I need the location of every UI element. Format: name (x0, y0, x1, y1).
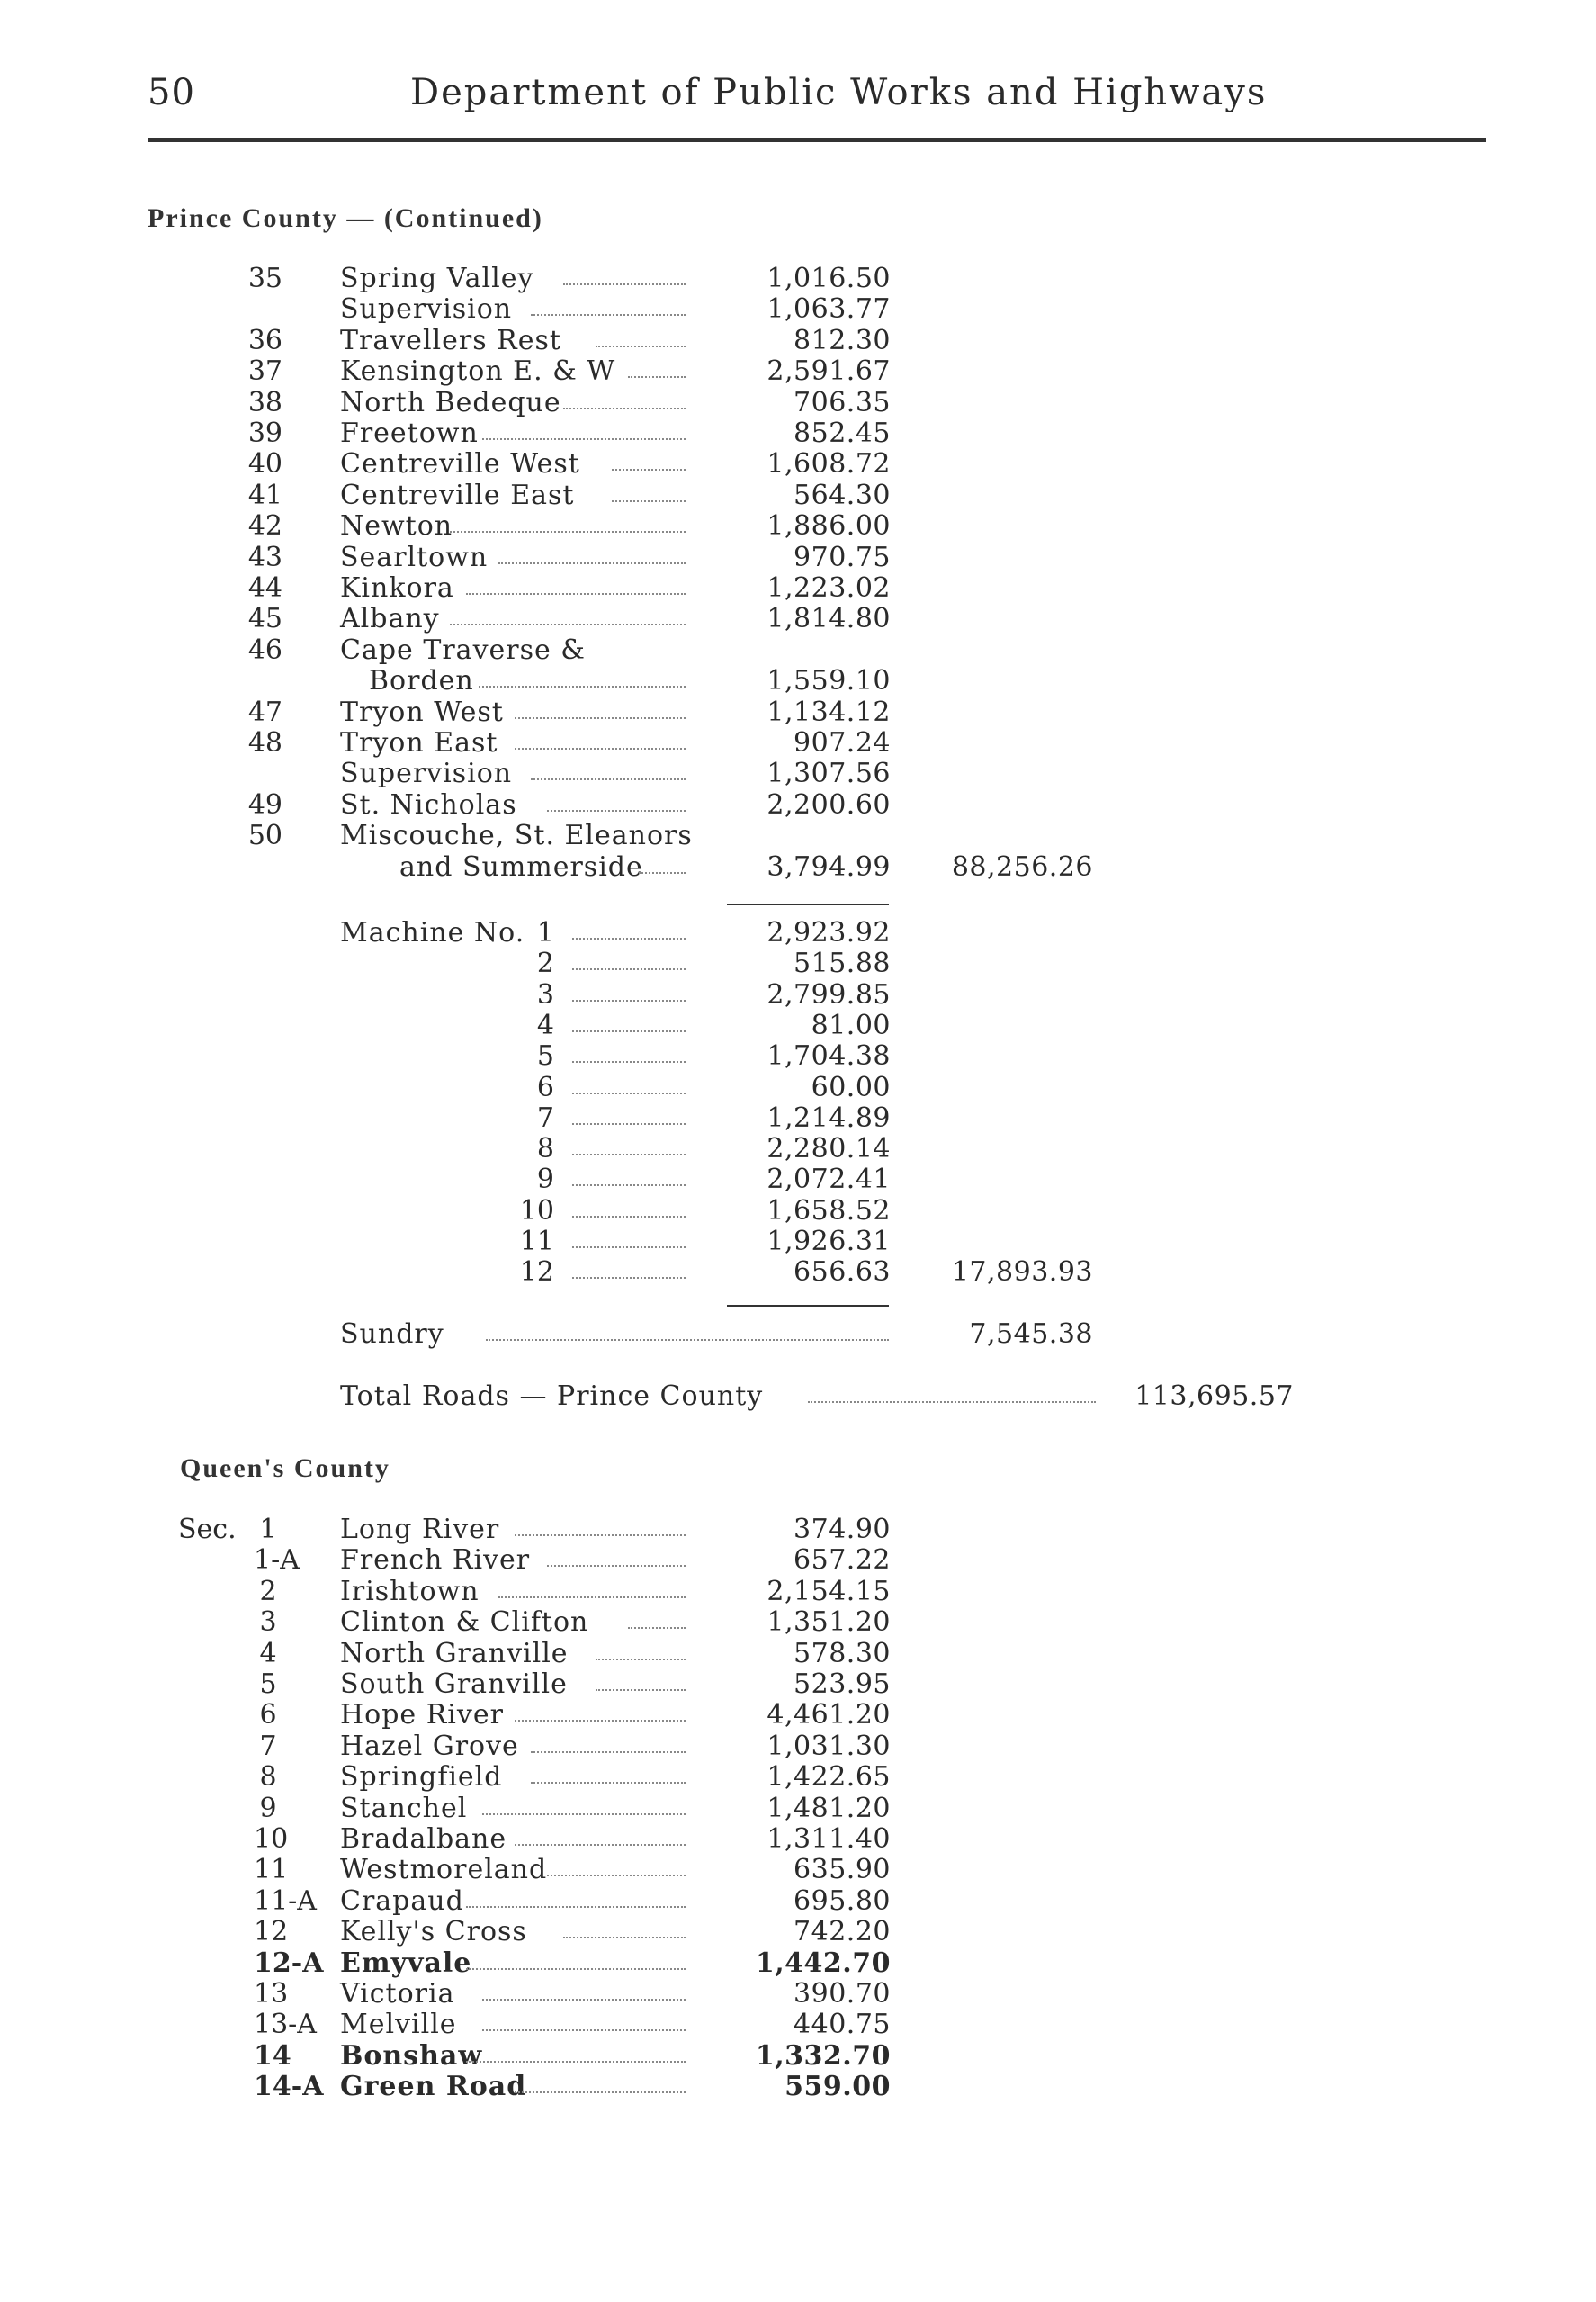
section-number: 47 (247, 696, 282, 728)
section-amount: 812.30 (794, 324, 891, 356)
section-number: 44 (247, 572, 282, 604)
leader-dots (482, 2010, 686, 2031)
leader-dots (563, 388, 686, 409)
machine-amount: 1,214.89 (767, 1102, 891, 1134)
sections-subtotal: 88,256.26 (951, 850, 1093, 883)
section-number: 3 (259, 1606, 277, 1639)
leader-dots (515, 1700, 686, 1722)
table-row (0, 1886, 1596, 1917)
leader-dots (572, 1134, 686, 1155)
table-row (0, 294, 1596, 325)
leader-dots (482, 418, 686, 440)
section-number: 7 (259, 1730, 277, 1762)
leader-dots (572, 918, 686, 940)
leader-dots (572, 1164, 686, 1186)
machine-amount: 656.63 (794, 1256, 891, 1289)
section-amount: 742.20 (794, 1916, 891, 1948)
section-amount: 1,351.20 (767, 1606, 891, 1639)
table-row (0, 511, 1596, 542)
section-amount: 2,200.60 (767, 788, 891, 821)
leader-dots (486, 1319, 889, 1341)
machine-number: 8 (536, 1133, 554, 1165)
section-name: North Bedeque (340, 386, 561, 418)
section-amount: 374.90 (794, 1514, 891, 1545)
table-row (0, 543, 1596, 573)
machine-number: 4 (536, 1009, 554, 1041)
leader-dots (639, 852, 686, 874)
section-number: 46 (247, 634, 282, 666)
table-row (0, 918, 1596, 949)
section-name: Hope River (340, 1699, 504, 1731)
section-name: Springfield (340, 1761, 503, 1794)
machine-amount: 515.88 (794, 948, 891, 980)
machine-number: 2 (536, 948, 554, 980)
machine-amount: 1,658.52 (767, 1194, 891, 1227)
table-row (0, 1545, 1596, 1576)
section-amount: 1,063.77 (767, 293, 891, 326)
table-row (0, 1855, 1596, 1885)
section-number: 14 (254, 2039, 291, 2072)
section-name: Clinton & Clifton (340, 1606, 589, 1639)
section-number: 41 (247, 479, 282, 511)
section-amount: 1,886.00 (767, 510, 891, 543)
header-rule (148, 138, 1486, 142)
section-amount: 1,559.10 (767, 665, 891, 697)
section-amount: 1,223.02 (767, 572, 891, 604)
leader-dots (572, 1011, 686, 1032)
machines-subtotal: 17,893.93 (951, 1256, 1093, 1289)
table-row (0, 1669, 1596, 1700)
leader-dots (572, 980, 686, 1002)
section-name: Spring Valley (340, 263, 534, 294)
section-name: Green Road (340, 2071, 527, 2103)
table-row (0, 1824, 1596, 1855)
section-amount: 635.90 (794, 1854, 891, 1886)
table-row (0, 2072, 1596, 2102)
page-title: Department of Public Works and Highways (410, 72, 1268, 113)
table-row (0, 1577, 1596, 1607)
sundry-label: Sundry (340, 1318, 444, 1350)
section-number: 50 (247, 820, 282, 852)
table-row (0, 759, 1596, 789)
table-row (0, 1196, 1596, 1227)
machine-amount: 60.00 (811, 1071, 891, 1103)
section-amount: 907.24 (794, 727, 891, 759)
leader-dots (450, 511, 686, 533)
leader-dots (450, 604, 686, 625)
section-number: 12-A (254, 1947, 324, 1979)
section-number: 5 (259, 1668, 277, 1700)
leader-dots (498, 543, 686, 564)
section-name: Stanchel (340, 1792, 468, 1824)
table-row (0, 666, 1596, 697)
leader-dots (596, 1669, 686, 1691)
machine-amount: 2,923.92 (767, 917, 891, 949)
section-amount: 1,422.65 (767, 1761, 891, 1794)
section-number: 11 (254, 1854, 289, 1886)
leader-dots (498, 1577, 686, 1598)
section-amount: 1,814.80 (767, 603, 891, 635)
section-name: Irishtown (340, 1575, 480, 1607)
section-amount: 1,031.30 (767, 1730, 891, 1762)
section-number: 9 (259, 1792, 277, 1824)
section-name: Albany (340, 603, 440, 635)
section-amount: 523.95 (794, 1668, 891, 1700)
table-row (0, 1731, 1596, 1762)
sundry-row (0, 1319, 1596, 1350)
table-row (0, 418, 1596, 449)
section-amount: 564.30 (794, 479, 891, 511)
leader-dots (563, 1917, 686, 1938)
section-amount: 440.75 (794, 2009, 891, 2041)
machine-amount: 1,926.31 (767, 1226, 891, 1257)
table-row (0, 1948, 1596, 1979)
leader-dots (531, 1731, 686, 1753)
machine-number: 11 (519, 1226, 554, 1257)
section-number: 1-A (254, 1544, 300, 1577)
section-number: 35 (247, 263, 282, 294)
table-row (0, 1134, 1596, 1164)
section-amount: 695.80 (794, 1884, 891, 1917)
section-name: Kinkora (340, 572, 454, 604)
section-amount: 559.00 (785, 2071, 891, 2103)
table-row (0, 604, 1596, 634)
table-row (0, 449, 1596, 480)
leader-dots (628, 1607, 686, 1629)
section-name: Victoria (340, 1978, 455, 2010)
section-name: Searltown (340, 541, 489, 573)
table-row (0, 2041, 1596, 2072)
section-name: Tryon West (340, 696, 504, 728)
section-amount: 390.70 (794, 1978, 891, 2010)
section-name: Tryon East (340, 727, 498, 759)
machine-number: 9 (536, 1164, 554, 1196)
table-row (0, 1979, 1596, 2010)
section-number: 43 (247, 541, 282, 573)
section-number: 13-A (254, 2009, 317, 2041)
section-number: 45 (247, 603, 282, 635)
table-row (0, 1257, 1596, 1288)
section-number: 40 (247, 448, 282, 481)
section-amount: 2,591.67 (767, 355, 891, 388)
section-number: 42 (247, 510, 282, 543)
leader-dots (515, 2072, 686, 2093)
section-number: 2 (259, 1575, 277, 1607)
section-amount: 706.35 (794, 386, 891, 418)
leader-dots (572, 1103, 686, 1125)
machine-label: Machine No. (340, 917, 525, 949)
section-name: Miscouche, St. Eleanors (340, 820, 693, 852)
section-amount: 657.22 (794, 1544, 891, 1577)
machine-number: 10 (519, 1194, 554, 1227)
section-amount: 1,442.70 (755, 1947, 891, 1979)
table-row (0, 356, 1596, 387)
section-number: 48 (247, 727, 282, 759)
leader-dots (547, 1855, 686, 1876)
table-row (0, 1227, 1596, 1257)
leader-dots (482, 1794, 686, 1815)
leader-dots (466, 1886, 686, 1908)
leader-dots (547, 1545, 686, 1567)
section-name: Freetown (340, 418, 479, 449)
section-number: 13 (254, 1978, 289, 2010)
section-number: 36 (247, 324, 282, 356)
section-amount: 1,311.40 (767, 1823, 891, 1855)
table-row (0, 264, 1596, 294)
leader-dots (515, 728, 686, 750)
section-name: Westmoreland (340, 1854, 548, 1886)
section-number: 1 (259, 1514, 277, 1545)
total-label: Total Roads — Prince County (340, 1380, 764, 1412)
table-row (0, 980, 1596, 1011)
table-row (0, 573, 1596, 604)
machine-number: 1 (536, 917, 554, 949)
leader-dots (628, 356, 686, 378)
section-name: Centreville West (340, 448, 580, 481)
section-name: Kensington E. & W (340, 355, 616, 388)
machine-number: 3 (536, 978, 554, 1011)
leader-dots (515, 1515, 686, 1536)
section-name: Bonshaw (340, 2039, 483, 2072)
section-number: 12 (254, 1916, 289, 1948)
section-number: 4 (259, 1637, 277, 1669)
section-number: 14-A (254, 2071, 324, 2103)
table-row (0, 1917, 1596, 1947)
machine-amount: 2,799.85 (767, 978, 891, 1011)
leader-dots (531, 1762, 686, 1784)
section-name: Centreville East (340, 479, 575, 511)
table-row (0, 1762, 1596, 1793)
section-number: 38 (247, 386, 282, 418)
section-number: 11-A (254, 1884, 317, 1917)
machine-amount: 2,280.14 (767, 1133, 891, 1165)
section-name: Travellers Rest (340, 324, 561, 356)
section-amount: 3,794.99 (767, 850, 891, 883)
machine-number: 5 (536, 1040, 554, 1073)
table-row (0, 949, 1596, 979)
table-row (0, 635, 1596, 666)
section-name: Supervision (340, 293, 513, 326)
table-row (0, 2010, 1596, 2040)
section-name: North Granville (340, 1637, 569, 1669)
machine-number: 6 (536, 1071, 554, 1103)
subtotal-rule (727, 904, 889, 905)
section-name: Long River (340, 1514, 500, 1545)
table-row (0, 326, 1596, 356)
section-name: Cape Traverse & (340, 634, 587, 666)
section-amount: 2,154.15 (767, 1575, 891, 1607)
leader-dots (572, 1041, 686, 1063)
leader-dots (466, 2041, 686, 2063)
section-name: Supervision (340, 758, 513, 790)
table-row (0, 790, 1596, 821)
machine-number: 7 (536, 1102, 554, 1134)
table-row (0, 1011, 1596, 1041)
section-name: Newton (340, 510, 453, 543)
section-amount: 970.75 (794, 541, 891, 573)
section-amount: 1,481.20 (767, 1792, 891, 1824)
leader-dots (572, 949, 686, 970)
leader-dots (515, 1824, 686, 1846)
total-row (0, 1381, 1596, 1412)
section-name: St. Nicholas (340, 788, 517, 821)
section-name: Kelly's Cross (340, 1916, 527, 1948)
section-amount: 1,608.72 (767, 448, 891, 481)
leader-dots (479, 666, 686, 688)
machine-number: 12 (519, 1256, 554, 1289)
section-name: Hazel Grove (340, 1730, 519, 1762)
section-number: 6 (259, 1699, 277, 1731)
leader-dots (547, 790, 686, 812)
section-name: Melville (340, 2009, 457, 2041)
table-row (0, 1639, 1596, 1669)
section-name: Bradalbane (340, 1823, 507, 1855)
leader-dots (596, 1639, 686, 1660)
queens-county-heading: Queen's County (180, 1453, 390, 1483)
total-amount: 113,695.57 (1134, 1380, 1294, 1412)
leader-dots (563, 264, 686, 285)
leader-dots (572, 1227, 686, 1248)
page-number: 50 (148, 72, 195, 113)
table-row (0, 1607, 1596, 1638)
section-name: Emyvale (340, 1947, 472, 1979)
section-name: Borden (369, 665, 474, 697)
leader-dots (515, 697, 686, 719)
leader-dots (466, 573, 686, 595)
table-row (0, 1515, 1596, 1545)
leader-dots (572, 1257, 686, 1279)
table-row (0, 852, 1596, 883)
table-row (0, 1700, 1596, 1731)
section-amount: 852.45 (794, 418, 891, 449)
leader-dots (808, 1381, 1096, 1403)
leader-dots (531, 759, 686, 780)
table-row (0, 728, 1596, 759)
section-amount: 1,332.70 (755, 2039, 891, 2072)
leader-dots (572, 1073, 686, 1094)
section-amount: 578.30 (794, 1637, 891, 1669)
table-row (0, 821, 1596, 851)
machine-amount: 2,072.41 (767, 1164, 891, 1196)
leader-dots (596, 326, 686, 347)
leader-dots (612, 481, 686, 502)
section-number: 8 (259, 1761, 277, 1794)
sec-label: Sec. (178, 1514, 237, 1545)
leader-dots (572, 1196, 686, 1218)
section-name: Crapaud (340, 1884, 464, 1917)
section-amount: 1,307.56 (767, 758, 891, 790)
section-amount: 1,134.12 (767, 696, 891, 728)
prince-county-heading: Prince County — (Continued) (148, 203, 543, 233)
table-row (0, 1041, 1596, 1072)
machine-amount: 81.00 (811, 1009, 891, 1041)
leader-dots (466, 1948, 686, 1970)
section-number: 49 (247, 788, 282, 821)
sundry-amount: 7,545.38 (969, 1318, 1093, 1350)
section-number: 39 (247, 418, 282, 449)
section-amount: 1,016.50 (767, 263, 891, 294)
table-row (0, 481, 1596, 511)
section-name: and Summerside (399, 850, 643, 883)
leader-dots (612, 449, 686, 471)
section-amount: 4,461.20 (767, 1699, 891, 1731)
leader-dots (482, 1979, 686, 2001)
table-row (0, 1103, 1596, 1134)
section-number: 37 (247, 355, 282, 388)
table-row (0, 697, 1596, 728)
table-row (0, 1073, 1596, 1103)
machine-amount: 1,704.38 (767, 1040, 891, 1073)
section-number: 10 (254, 1823, 289, 1855)
table-row (0, 1794, 1596, 1824)
leader-dots (531, 294, 686, 316)
section-name: French River (340, 1544, 531, 1577)
subtotal-rule (727, 1305, 889, 1307)
table-row (0, 388, 1596, 418)
section-name: South Granville (340, 1668, 568, 1700)
table-row (0, 1164, 1596, 1195)
